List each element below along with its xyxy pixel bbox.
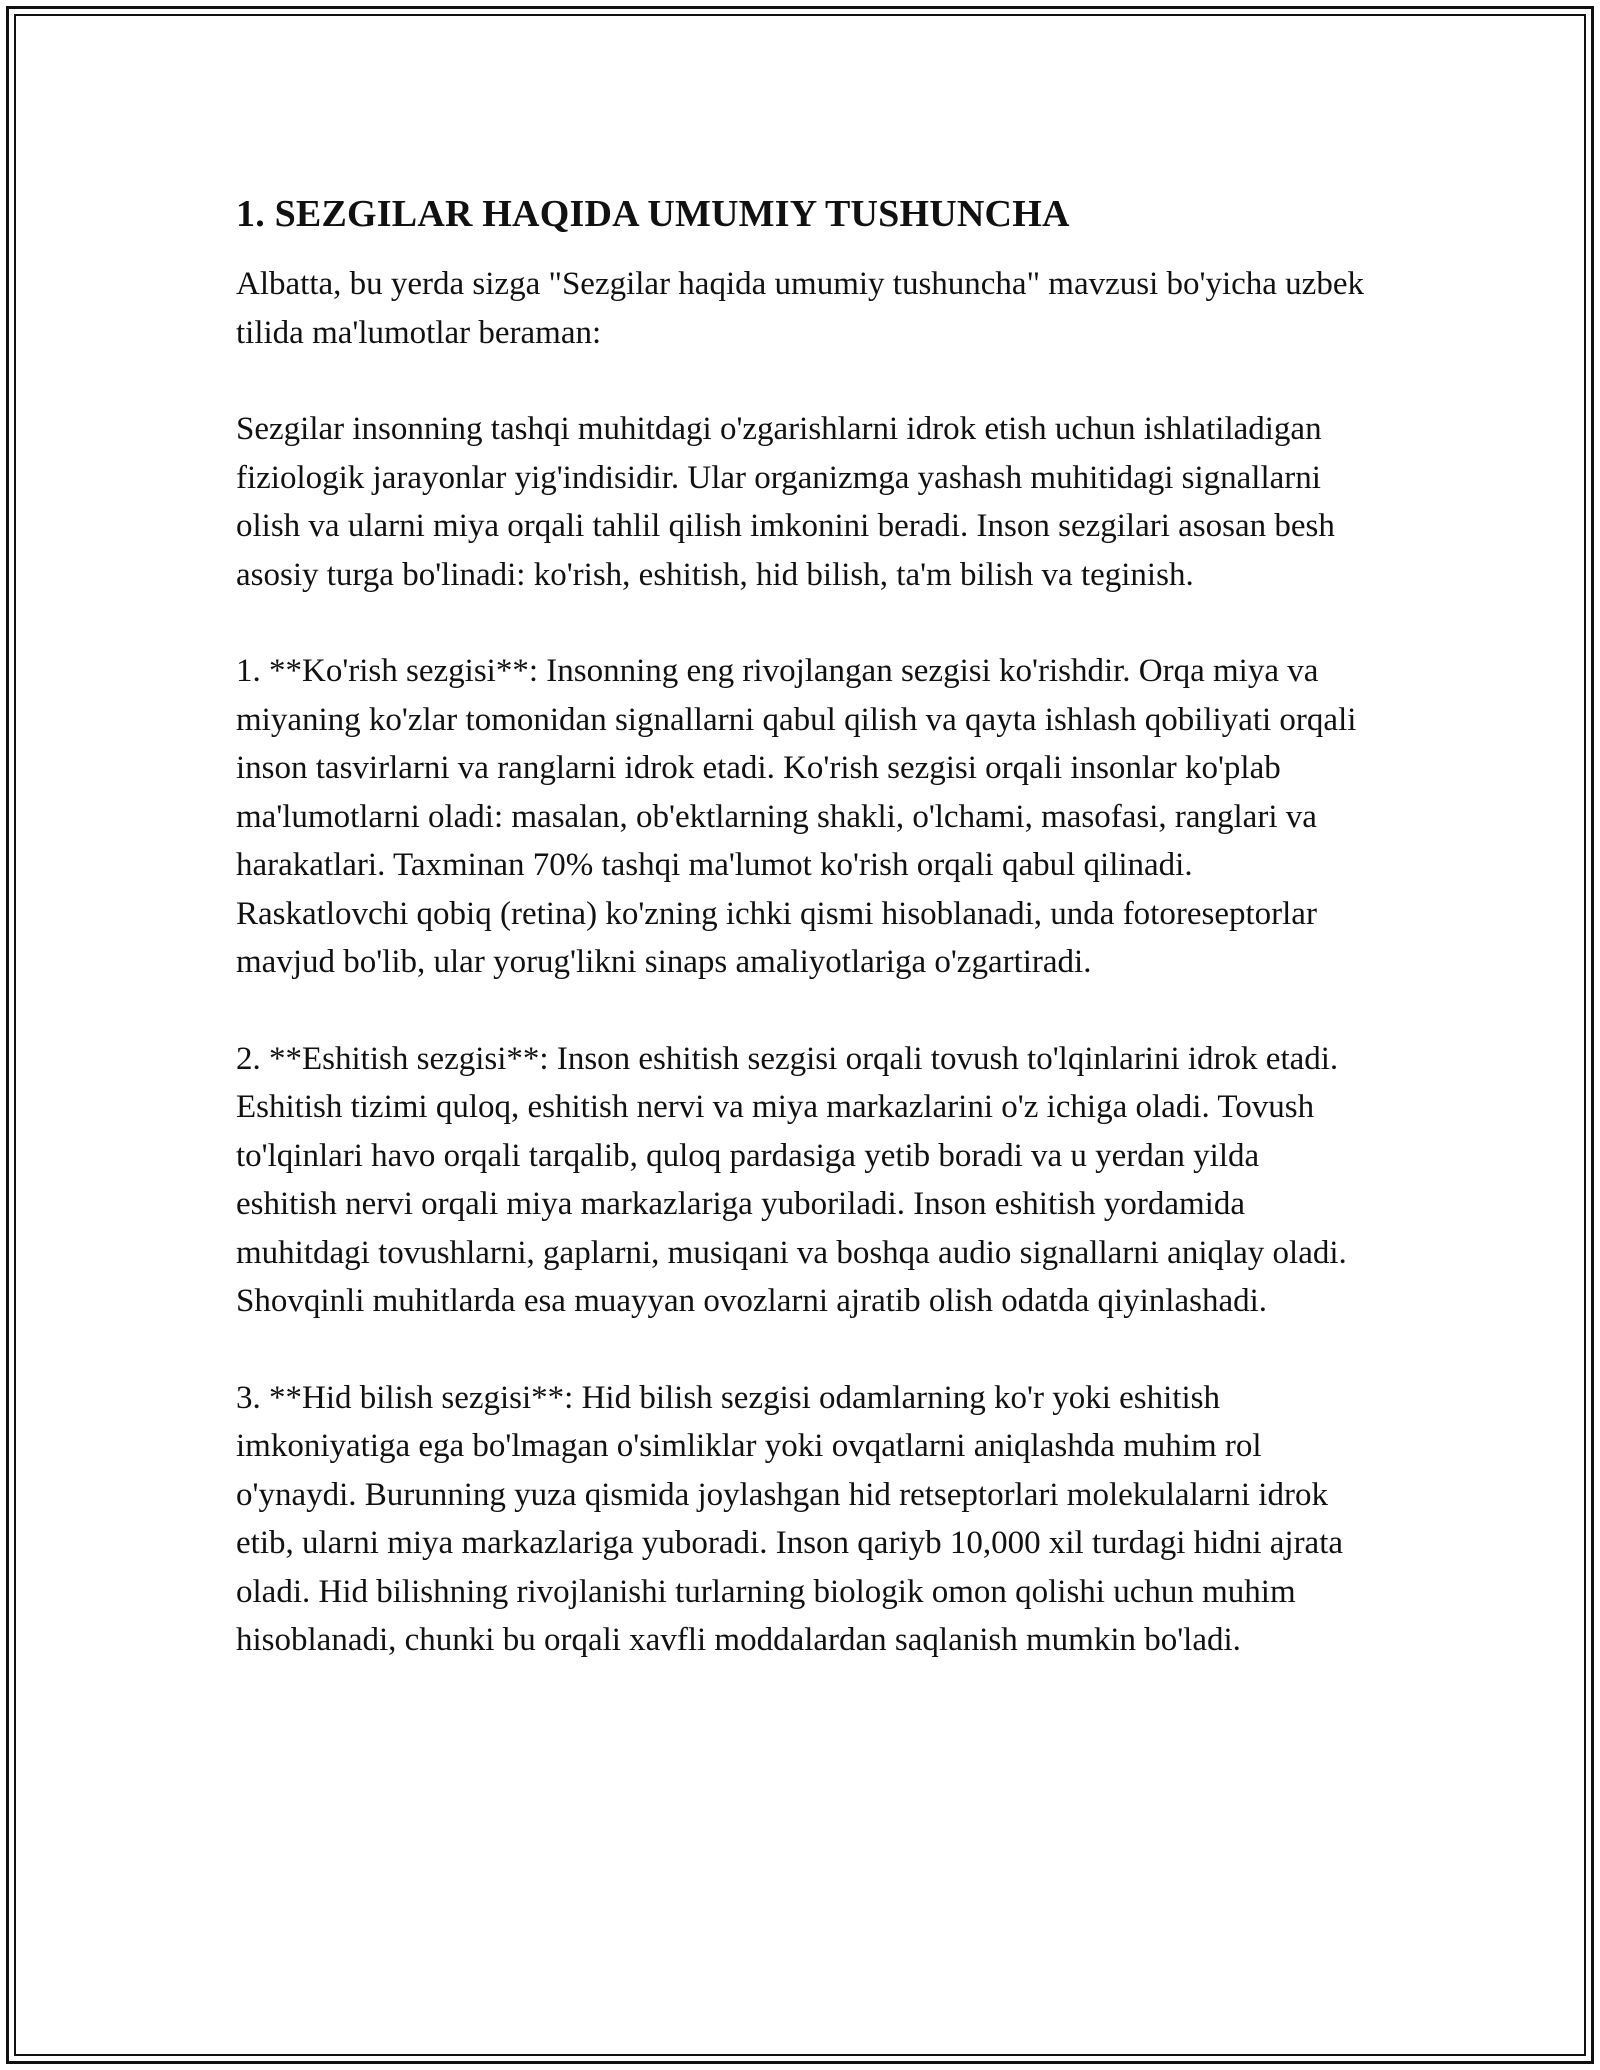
hearing-paragraph: 2. **Eshitish sezgisi**: Inson eshitish sezgisi orqali tovush to'lqinlarini idrok etadi. Eshitish tizimi quloq, eshitish nervi va miya markazlarini o'z ichiga oladi. Tovush to'lqinlari havo orqali tarqalib, quloq pardasiga yetib boradi va u yerdan yilda eshitish nervi orqali miya markazlariga yuboriladi. Inson eshitish yordamida muhitdagi tovushlarni, gaplarni, musiqani va boshqa audio signallarni aniqlay oladi. Shovqinli muhitlarda esa muayyan ovozlarni ajratib olish odatda qiyinlashadi. xyxy=(236,1040,1347,1319)
document-title: 1. SEZGILAR HAQIDA UMUMIY TUSHUNCHA xyxy=(236,193,1070,235)
intro-paragraph: Albatta, bu yerda sizga "Sezgilar haqida umumiy tushuncha" mavzusi bo'yicha uzbek tilida ma'lumotlar beraman: xyxy=(236,266,1364,351)
vision-paragraph: 1. **Ko'rish sezgisi**: Insonning eng rivojlangan sezgisi ko'rishdir. Orqa miya va miyaning ko'zlar tomonidan signallarni qabul qilish va qayta ishlash qobiliyati orqali inson tasvirlarni va ranglarni idrok etadi. Ko'rish sezgisi orqali insonlar ko'plab ma'lumotlarni oladi: masalan, ob'ektlarning shakli, o'lchami, masofasi, ranglari va harakatlari. Taxminan 70% tashqi ma'lumot ko'rish orqali qabul qilinadi. Raskatlovchi qobiq (retina) ko'zning ichki qismi hisoblanadi, unda fotoreseptorlar mavjud bo'lib, ular yorug'likni sinaps amaliyotlariga o'zgartiradi. xyxy=(236,653,1357,980)
document-body xyxy=(236,190,1366,1713)
smell-paragraph: 3. **Hid bilish sezgisi**: Hid bilish sezgisi odamlarning ko'r yoki eshitish imkoniyatiga ega bo'lmagan o'simliklar yoki ovqatlarni aniqlashda muhim rol o'ynaydi. Burunning yuza qismida joylashgan hid retseptorlari molekulalarni idrok etib, ularni miya markazlariga yuboradi. Inson qariyb 10,000 xil turdagi hidni ajrata oladi. Hid bilishning rivojlanishi turlarning biologik omon qolishi uchun muhim hisoblanadi, chunki bu orqali xavfli moddalardan saqlanish mumkin bo'ladi. xyxy=(236,1379,1344,1658)
overview-paragraph: Sezgilar insonning tashqi muhitdagi o'zgarishlarni idrok etish uchun ishlatiladigan fiziologik jarayonlar yig'indisidir. Ular organizmga yashash muhitidagi signallarni olish va ularni miya orqali tahlil qilish imkonini beradi. Inson sezgilari asosan besh asosiy turga bo'linadi: ko'rish, eshitish, hid bilish, ta'm bilish va teginish. xyxy=(236,411,1335,593)
